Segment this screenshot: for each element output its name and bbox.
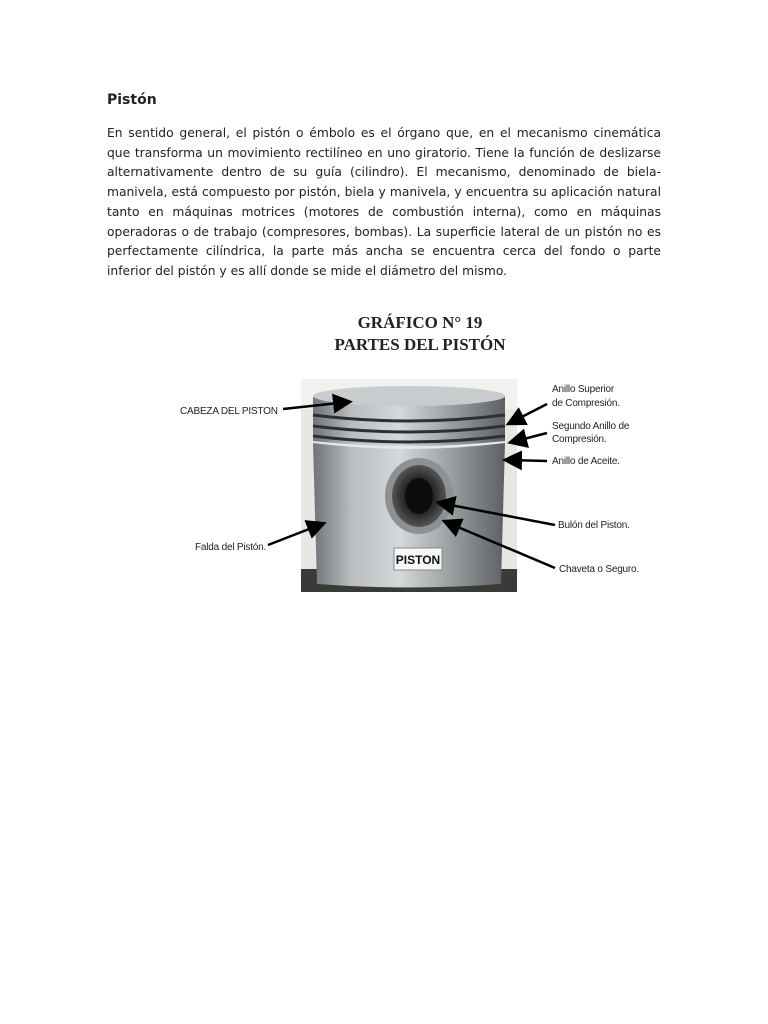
- label-bulon: Bulón del Piston.: [558, 520, 630, 531]
- label-falda: Falda del Pistón.: [195, 542, 267, 553]
- arrow-segundo-anillo: [512, 433, 547, 442]
- label-anillo-superior-2: de Compresión.: [552, 398, 620, 409]
- arrow-falda: [268, 524, 322, 545]
- label-chaveta: Chaveta o Seguro.: [559, 564, 639, 575]
- piston-tag: PISTON: [395, 553, 441, 567]
- label-segundo-anillo-2: Compresión.: [552, 434, 607, 445]
- piston-figure: [150, 305, 650, 595]
- figure-subtitle: PARTES DEL PISTÓN: [334, 335, 506, 354]
- body-paragraph: En sentido general, el pistón o émbolo es el órgano que, en el mecanismo cinemática que transforma un movimiento rectilíneo en uno giratorio. Tiene la función de deslizarse alternativamente dentro de su guía (cilindro). El mecanismo, denominado de biela-manivela, está compuesto por pistón, biela y manivela, y encuentra su aplicación natural tanto en máquinas motrices (motores de combustión interna), como en máquinas operadoras o de trabajo (compresores, bombas). La superficie lateral de un pistón no es perfectamente cilíndrica, la parte más ancha se encuentra cerca del fondo o parte inferior del pistón y es allí donde se mide el diámetro del mismo.: [107, 126, 661, 278]
- label-cabeza: CABEZA DEL PISTON: [180, 406, 278, 417]
- section-title: Pistón: [107, 92, 157, 108]
- label-anillo-aceite: Anillo de Aceite.: [552, 456, 620, 467]
- arrow-anillo-superior: [510, 404, 547, 423]
- arrow-chaveta: [446, 522, 555, 568]
- label-anillo-superior-1: Anillo Superior: [552, 384, 615, 395]
- label-segundo-anillo-1: Segundo Anillo de: [552, 421, 630, 432]
- arrow-bulon: [440, 503, 555, 525]
- arrow-anillo-aceite: [507, 460, 547, 461]
- figure-title: GRÁFICO N° 19: [357, 313, 483, 332]
- arrow-cabeza: [283, 402, 348, 409]
